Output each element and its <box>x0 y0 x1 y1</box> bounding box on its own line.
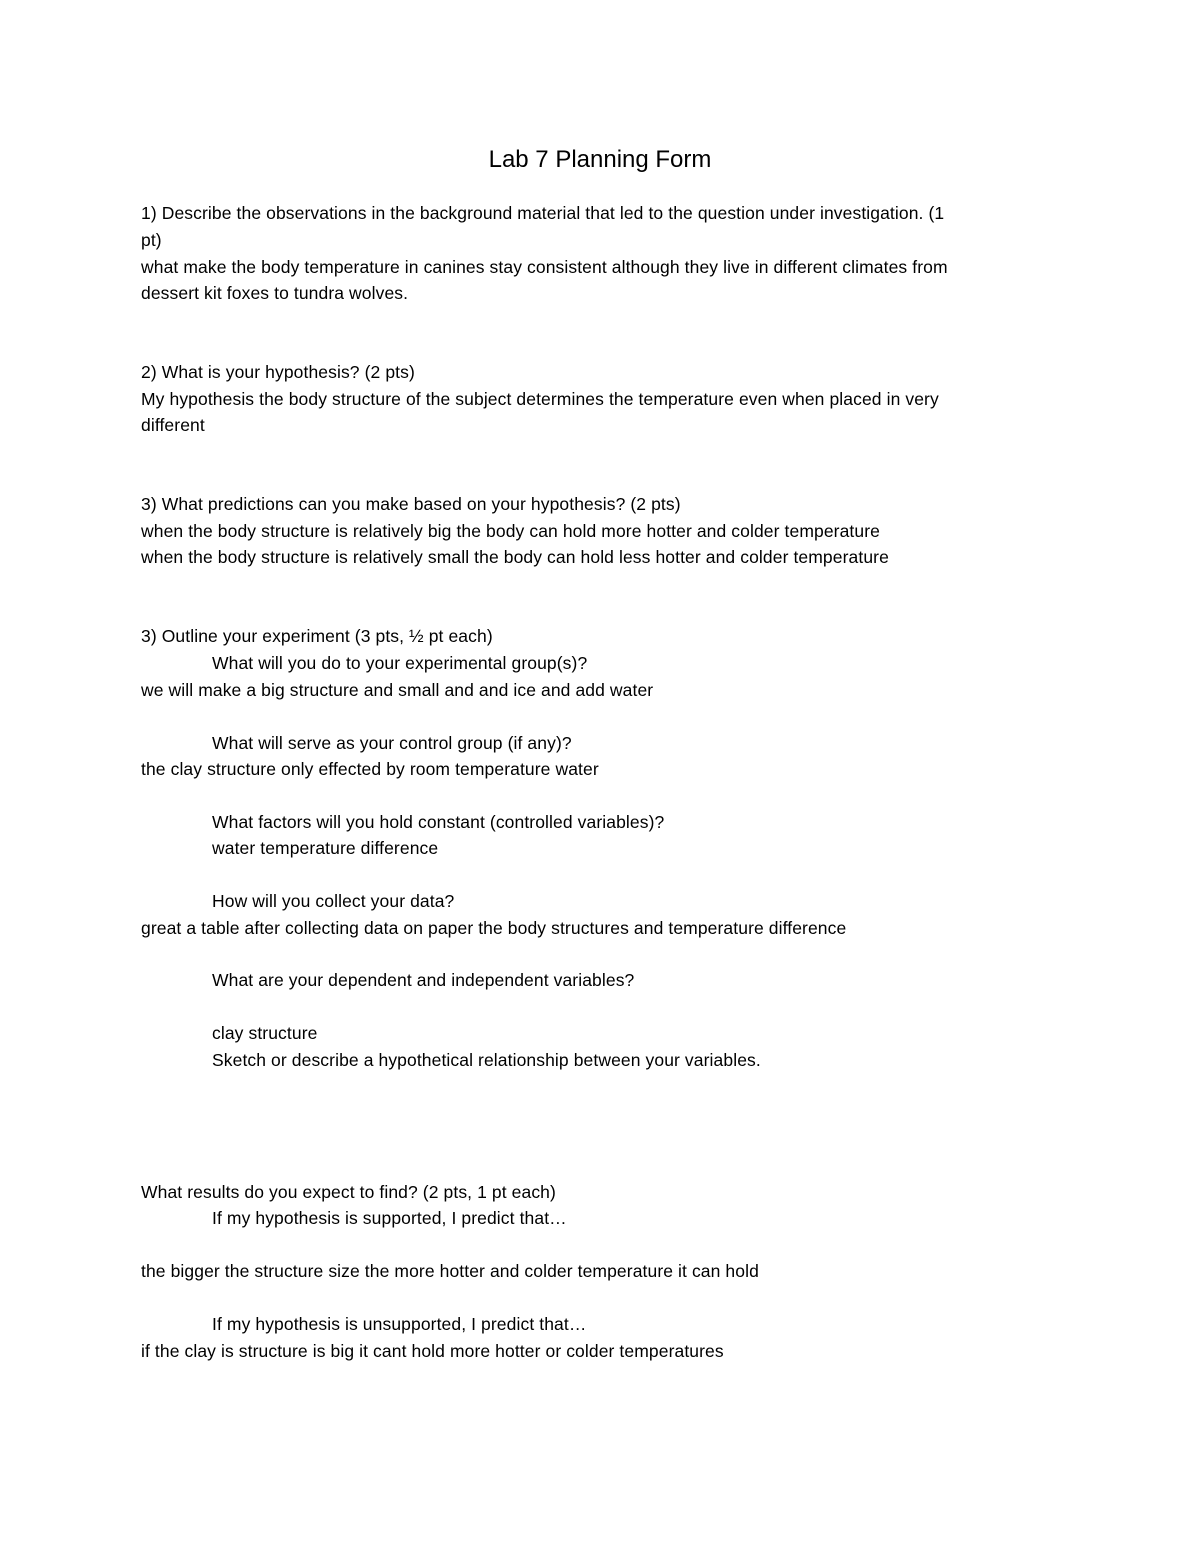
q5-prompt: What results do you expect to find? (2 pts, 1 pt each) <box>141 1182 556 1202</box>
control-group-answer: the clay structure only effected by room temperature water <box>141 759 599 779</box>
q3-answer-2: when the body structure is relatively small the body can hold less hotter and colder temperature <box>141 547 889 567</box>
control-group-question: What will serve as your control group (if any)? <box>212 733 572 753</box>
variables-answer: clay structure <box>212 1023 318 1043</box>
q4-prompt: 3) Outline your experiment (3 pts, ½ pt each) <box>141 626 493 646</box>
data-collection-answer: great a table after collecting data on paper the body structures and temperature difference <box>141 918 847 938</box>
controlled-variables-question: What factors will you hold constant (controlled variables)? <box>212 812 665 832</box>
experimental-group-question: What will you do to your experimental group(s)? <box>212 653 588 673</box>
supported-prompt: If my hypothesis is supported, I predict that… <box>212 1208 567 1228</box>
page-title: Lab 7 Planning Form <box>488 146 712 173</box>
relationship-prompt: Sketch or describe a hypothetical relationship between your variables. <box>212 1050 761 1070</box>
variables-question: What are your dependent and independent variables? <box>212 970 635 990</box>
q3-prompt: 3) What predictions can you make based on your hypothesis? (2 pts) <box>141 494 681 514</box>
q1-answer-continued: dessert kit foxes to tundra wolves. <box>141 283 409 303</box>
q1-answer: what make the body temperature in canines stay consistent although they live in different climates from <box>141 257 948 277</box>
controlled-variables-answer: water temperature difference <box>212 838 439 858</box>
q2-answer: My hypothesis the body structure of the subject determines the temperature even when placed in very <box>141 389 939 409</box>
q3-answer-1: when the body structure is relatively big the body can hold more hotter and colder temperature <box>141 521 880 541</box>
data-collection-question: How will you collect your data? <box>212 891 455 911</box>
q1-prompt: 1) Describe the observations in the background material that led to the question under investigation. (1 <box>141 203 945 223</box>
unsupported-answer: if the clay is structure is big it cant hold more hotter or colder temperatures <box>141 1341 724 1361</box>
q2-prompt: 2) What is your hypothesis? (2 pts) <box>141 362 415 382</box>
experimental-group-answer: we will make a big structure and small and and ice and add water <box>141 680 654 700</box>
q2-answer-continued: different <box>141 415 205 435</box>
supported-answer: the bigger the structure size the more hotter and colder temperature it can hold <box>141 1261 759 1281</box>
q1-prompt-continued: pt) <box>141 230 162 250</box>
unsupported-prompt: If my hypothesis is unsupported, I predict that… <box>212 1314 587 1334</box>
